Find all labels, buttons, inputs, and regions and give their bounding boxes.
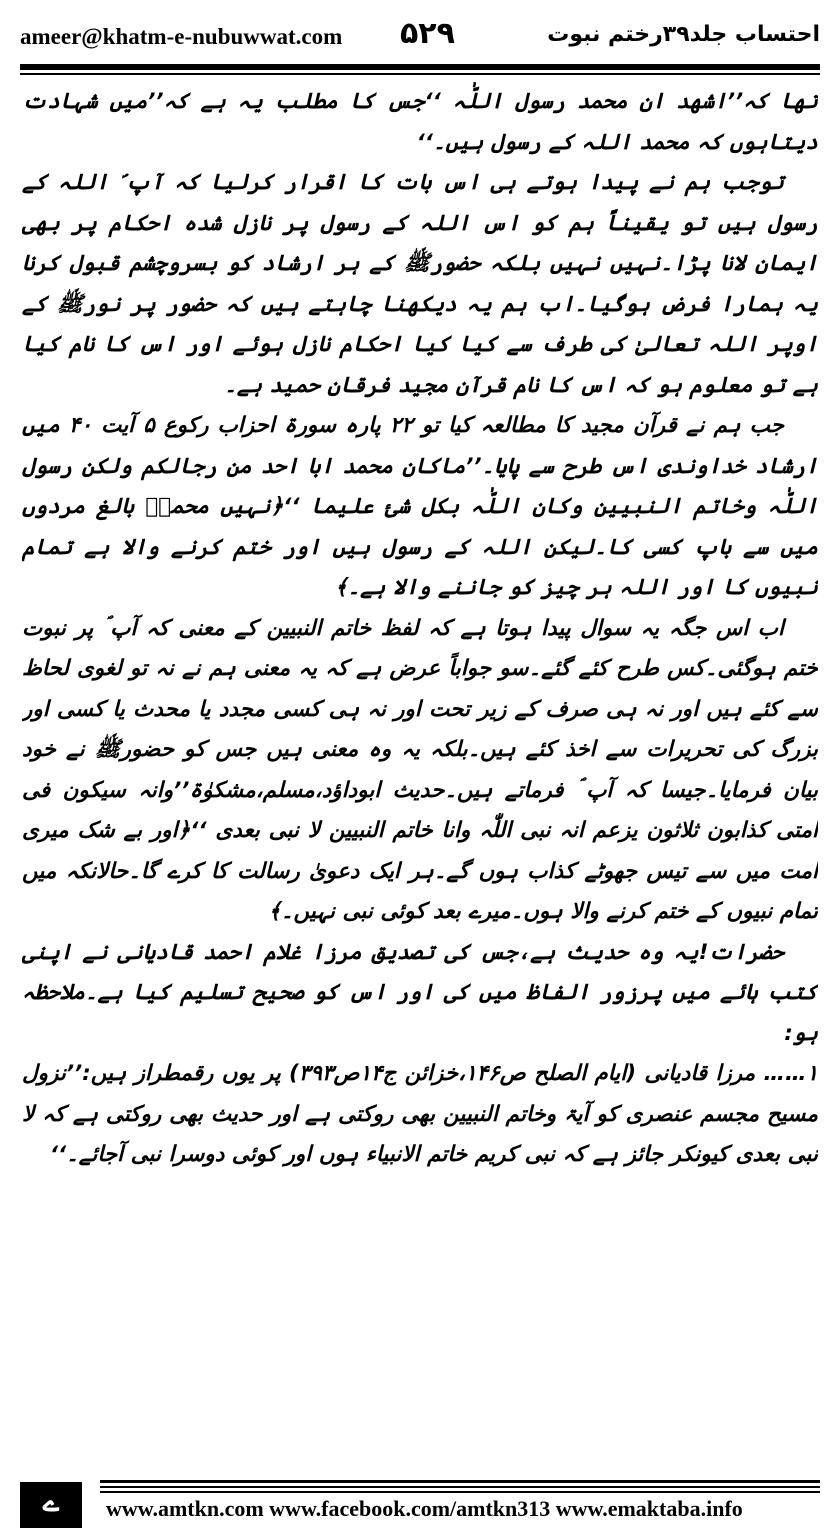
running-title: احتساب جلد۳۹رختم نبوت (547, 22, 820, 47)
header-rule-thin (20, 73, 820, 75)
footer-badge: ے (20, 1482, 82, 1528)
paragraph-3: جب ہم نے قرآن مجید کا مطالعہ کیا تو ۲۲ پارہ سورۃ احزاب رکوع ۵ آیت ۴۰ میں ارشاد خداوندی اس طرح سے پایا۔’’ماکان محمد ابا احد من رجالکم ولکن رسول اللّٰہ وخاتم النبیین وکان اللّٰہ بکل شئ علیما ‘‘﴿نہیں محمدؐ بالغ مردوں میں سے باپ کسی کا۔لیکن اللہ کے رسول ہیں اور ختم کرنے والا ہے تمام نبیوں کا اور اللہ ہر چیز کو جاننے والا ہے۔﴾ (22, 413, 818, 600)
header-rule-thick (20, 64, 820, 70)
footer-rule (100, 1491, 820, 1493)
footer-rule (100, 1486, 820, 1488)
page-header (20, 16, 820, 68)
page-number: ۵۲۹ (400, 16, 455, 51)
paragraph-5: حضرات!یہ وہ حدیث ہے،جس کی تصدیق مرزا غلام احمد قادیانی نے اپنی کتب ہائے میں پرزور الفاظ میں کی اور اس کو صحیح تسلیم کیا ہے۔ملاحظہ ہو: (22, 939, 818, 1046)
paragraph-6: ۱…… مرزا قادیانی (ایام الصلح ص۱۴۶،خزائن ج۱۴ص۳۹۳) پر یوں رقمطراز ہیں:’’نزول مسیح مجسم عنصری کو آیۃ وخاتم النبیین بھی روکتی ہے اور حدیث بھی روکتی ہے کہ لا نبی بعدی کیونکر جائز ہے کہ نبی کریم خاتم الانبیاء ہوں اور کوئی دوسرا نبی آجائے۔‘‘ (22, 1061, 818, 1167)
footer-rule (100, 1480, 820, 1483)
body-text (22, 82, 818, 1427)
footer-links: www.amtkn.com www.facebook.com/amtkn313 www.emaktaba.info (106, 1496, 743, 1521)
paragraph-2: توجب ہم نے پیدا ہوتے ہی اس بات کا اقرار کرلیا کہ آپ ؐ اللہ کے رسول ہیں تو یقیناً ہم کو اس اللہ کے رسول پر نازل شدہ احکام پر بھی ایمان لانا پڑا۔نہیں نہیں بلکہ حضورﷺ کے ہر ارشاد کو بسروچشم قبول کرنا یہ ہمارا فرض ہوگیا۔اب ہم یہ دیکھنا چاہتے ہیں کہ حضور پر نورﷺ کے اوپر اللہ تعالیٰ کی طرف سے کیا کیا احکام نازل ہوئے اور اس کا نام کیا ہے تو معلوم ہو کہ اس کا نام قرآن مجید فرقان حمید ہے۔ (22, 170, 818, 398)
header-email: ameer@khatm-e-nubuwwat.com (20, 24, 343, 49)
paragraph-4: اب اس جگہ یہ سوال پیدا ہوتا ہے کہ لفظ خاتم النبیین کے معنی کہ آپ ؐ پر نبوت ختم ہوگئی۔کس طرح کئے گئے۔سو جواباً عرض ہے کہ یہ معنی ہم نے نہ تو لغوی لحاظ سے کئے ہیں اور نہ ہی صرف کے زیر تحت اور نہ ہی کسی مجدد یا محدث یا کسی اور بزرگ کی تحریرات سے اخذ کئے ہیں۔بلکہ یہ وہ معنی ہیں جس کو حضورﷺ نے خود بیان فرمایا۔جیسا کہ آپ ؐ فرماتے ہیں۔حدیث ابوداؤد،مسلم،مشکوٰۃ’’وانہ سیکون فی امتی کذابون ثلاثون یزعم انہ نبی اللّٰہ وانا خاتم النبیین لا نبی بعدی ‘‘﴿اور بے شک میری امت میں سے تیس جھوٹے کذاب ہوں گے۔ہر ایک دعویٰ رسالت کا کرے گا۔حالانکہ میں تمام نبیوں کے ختم کرنے والا ہوں۔میرے بعد کوئی نبی نہیں۔﴾ (22, 615, 818, 924)
page-footer (20, 1480, 820, 1530)
paragraph-1: تھا کہ’’اشھد ان محمد رسول اللّٰہ ‘‘جس کا مطلب یہ ہے کہ’’میں شہادت دیتاہوں کہ محمد اللہ کے رسول ہیں۔‘‘ (22, 89, 818, 155)
